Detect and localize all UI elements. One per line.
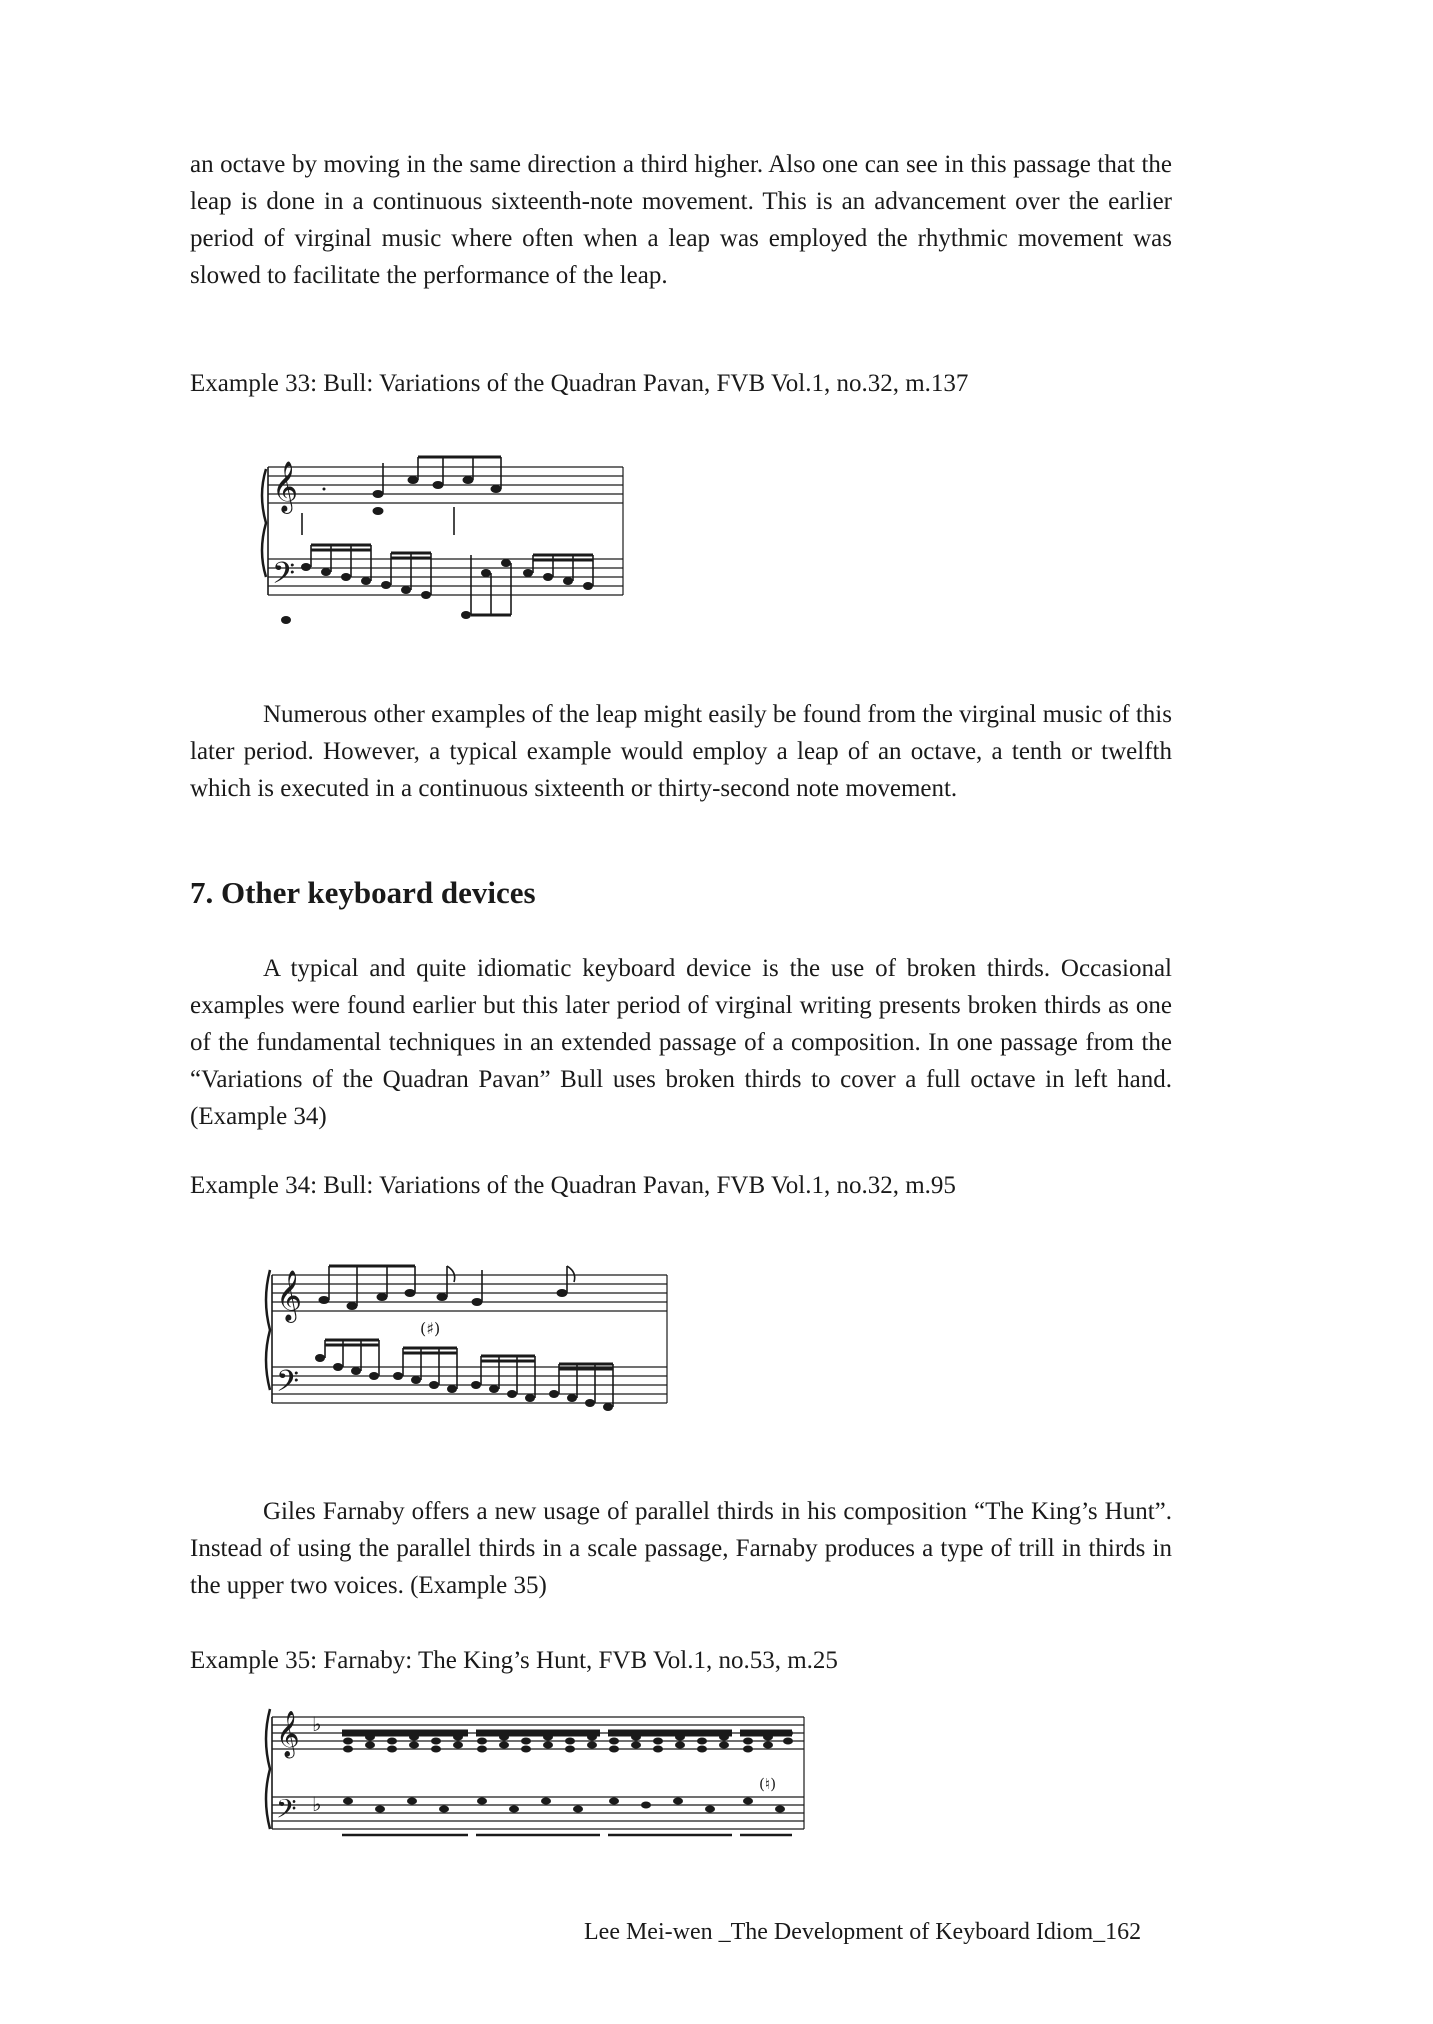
example-35-score: [262, 1705, 810, 1845]
example-33-caption: Example 33: Bull: Variations of the Quadran Pavan, FVB Vol.1, no.32, m.137: [190, 370, 969, 397]
section-heading: 7. Other keyboard devices: [190, 875, 536, 910]
sharp-annotation: (♯): [420, 1319, 441, 1338]
page-footer: Lee Mei-wen _The Development of Keyboard Idiom_162: [584, 1919, 1142, 1945]
example-34-caption: Example 34: Bull: Variations of the Quadran Pavan, FVB Vol.1, no.32, m.95: [190, 1172, 956, 1199]
natural-annotation: (♮): [759, 1775, 777, 1793]
svg-text:♭: ♭: [312, 1712, 322, 1736]
paragraph-leap-continuation: an octave by moving in the same direction a third higher. Also one can see in this passage that the leap is done in a continuous sixteenth-note movement. This is an advancement over the earlier period of virginal music where often when a leap was employed the rhythmic movement was slowed to facilitate the performance of the leap.: [190, 151, 1172, 289]
svg-text:𝄞: 𝄞: [276, 1270, 303, 1321]
example-35-caption: Example 35: Farnaby: The King’s Hunt, FVB Vol.1, no.53, m.25: [190, 1647, 838, 1674]
svg-text:𝄢: 𝄢: [272, 557, 296, 598]
example-33-score: [258, 455, 628, 650]
svg-text:𝄢: 𝄢: [276, 1793, 297, 1831]
svg-text:𝄞: 𝄞: [276, 1711, 300, 1757]
svg-text:𝄢: 𝄢: [276, 1365, 300, 1406]
paragraph-leap-examples: Numerous other examples of the leap might easily be found from the virginal music of this later period. However, a typical example would employ a leap of an octave, a tenth or twelfth which is executed in a continuous sixteenth or thirty-second note movement.: [190, 701, 1172, 802]
paragraph-parallel-thirds: Giles Farnaby offers a new usage of parallel thirds in his composition “The King’s Hunt”. Instead of using the parallel thirds in a scale passage, Farnaby produces a type of trill in thirds in the upper two voices. (Example 35): [190, 1498, 1172, 1599]
svg-text:𝄞: 𝄞: [272, 461, 299, 512]
example-34-score: [262, 1260, 672, 1435]
paragraph-broken-thirds: A typical and quite idiomatic keyboard device is the use of broken thirds. Occasional examples were found earlier but this later period of virginal writing presents broken thirds as one of the fundamental techniques in an extended passage of a composition. In one passage from the “Variations of the Quadran Pavan” Bull uses broken thirds to cover a full octave in left hand. (Example 34): [190, 955, 1172, 1130]
svg-text:♭: ♭: [312, 1792, 322, 1816]
